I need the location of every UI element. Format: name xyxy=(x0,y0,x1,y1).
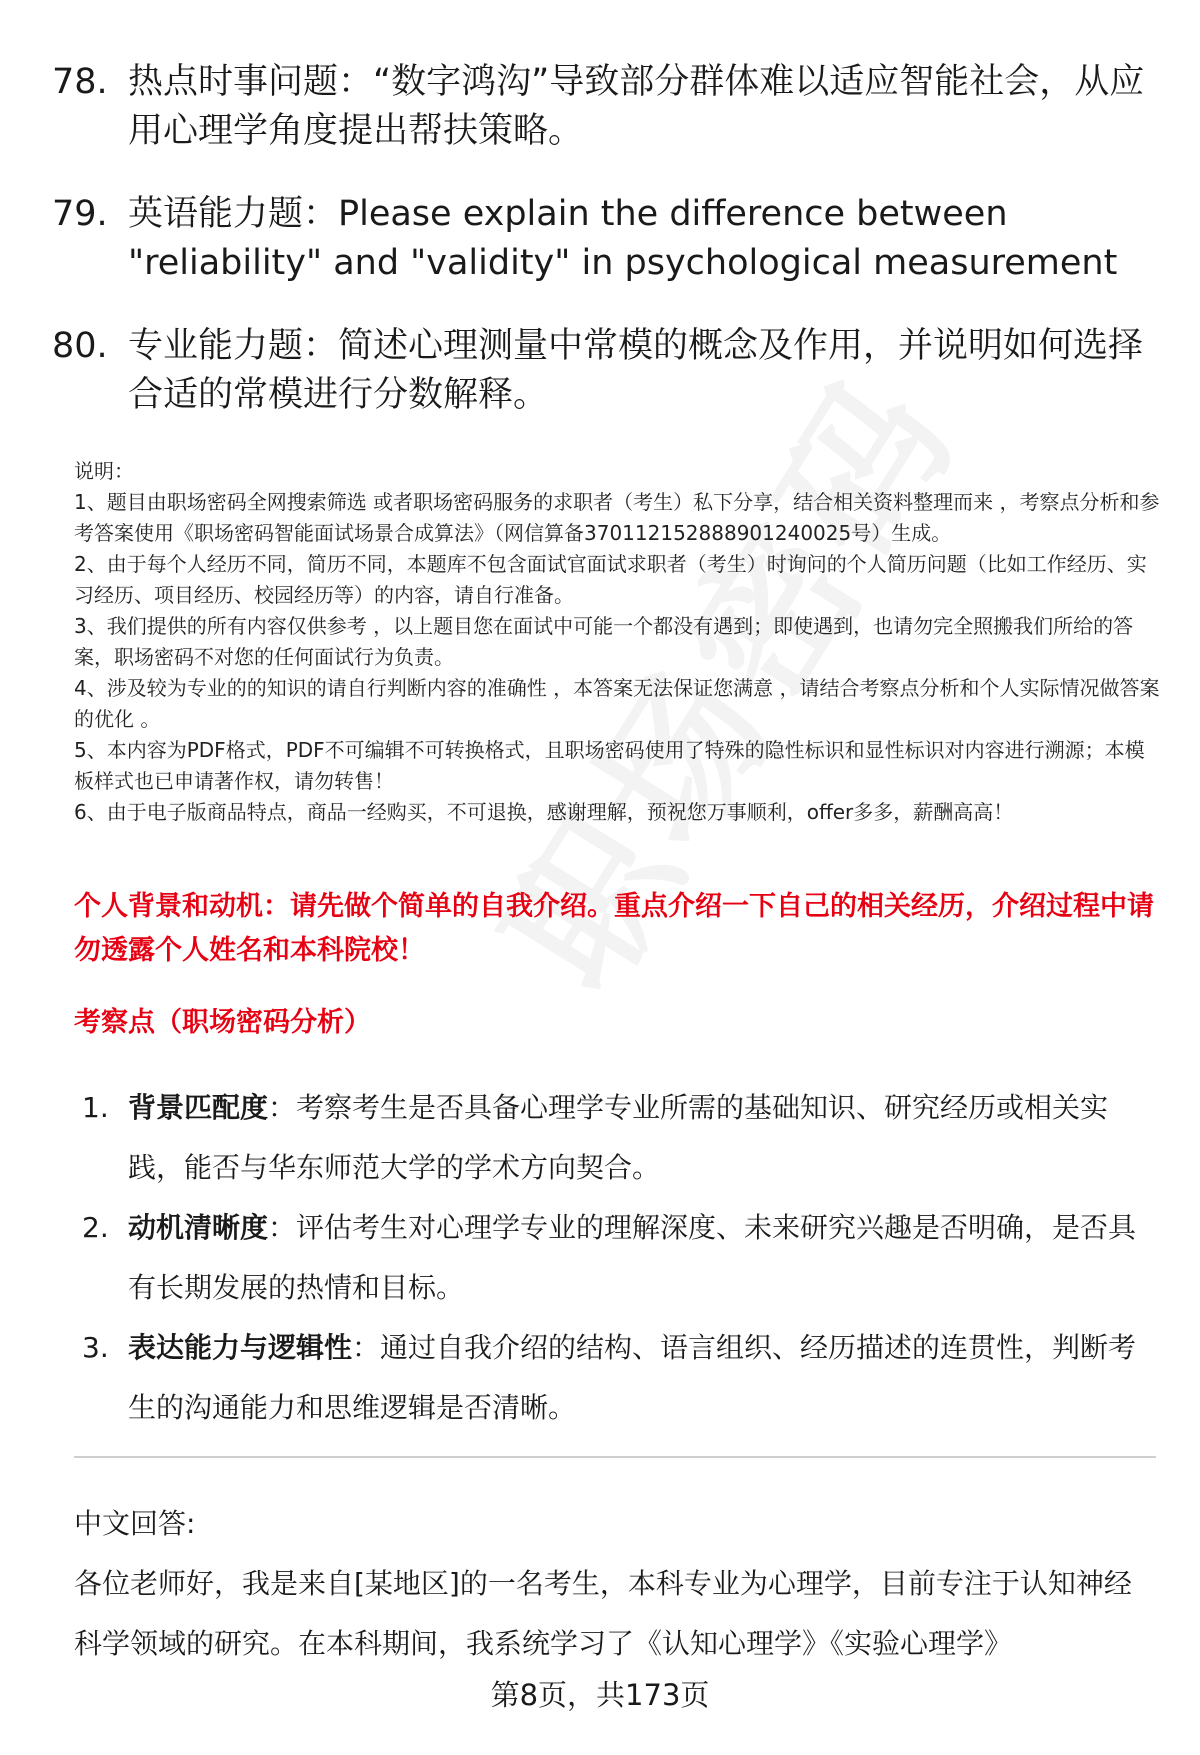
note-item: 5、本内容为PDF格式，PDF不可编辑不可转换格式，且职场密码使用了特殊的隐性标识和显性标识对内容进行溯源；本模板样式也已申请著作权，请勿转售！ xyxy=(74,738,1145,793)
question-list xyxy=(52,58,1152,454)
point-number: 2. xyxy=(82,1211,109,1244)
answer-section xyxy=(74,1494,1156,1674)
notes-title: 说明： xyxy=(74,459,134,483)
analysis-point xyxy=(82,1318,1162,1438)
note-item: 1、题目由职场密码全网搜索筛选 或者职场密码服务的求职者（考生）私下分享，结合相关资料整理而来 ，考察点分析和参考答案使用《职场密码智能面试场景合成算法》（网信算备370112152888901240025号）生成。 xyxy=(74,490,1160,545)
point-text: ：通过自我介绍的结构、语言组织、经历描述的连贯性，判断考生的沟通能力和思维逻辑是否清晰。 xyxy=(128,1331,1137,1424)
answer-title: 中文回答: xyxy=(74,1507,196,1540)
question-text: 热点时事问题：“数字鸿沟”导致部分群体难以适应智能社会，从应用心理学角度提出帮扶策略。 xyxy=(128,62,1145,151)
point-label: 背景匹配度 xyxy=(128,1091,269,1124)
note-item: 4、涉及较为专业的的知识的请自行判断内容的准确性 ，本答案无法保证您满意 ，请结合考察点分析和个人实际情况做答案的优化 。 xyxy=(74,676,1160,731)
note-item: 2、由于每个人经历不同，简历不同，本题库不包含面试官面试求职者（考生）时询问的个人简历问题（比如工作经历、实习经历、项目经历、校园经历等）的内容，请自行准备。 xyxy=(74,552,1147,607)
question-item xyxy=(52,58,1152,156)
question-number: 80. xyxy=(52,326,108,366)
answer-body: 各位老师好，我是来自[某地区]的一名考生，本科专业为心理学，目前专注于认知神经科学领域的研究。在本科期间，我系统学习了《认知心理学》《实验心理学》 xyxy=(74,1567,1132,1660)
page-footer: 第8页，共173页 xyxy=(490,1678,710,1712)
point-number: 3. xyxy=(82,1331,109,1364)
interview-question-heading: 个人背景和动机：请先做个简单的自我介绍。重点介绍一下自己的相关经历，介绍过程中请勿透露个人姓名和本科院校！ xyxy=(74,891,1154,966)
question-text: 英语能力题：Please explain the difference between "reliability" and "validity" in psychological measurement xyxy=(128,194,1118,283)
question-item xyxy=(52,190,1152,288)
question-number: 78. xyxy=(52,62,108,102)
point-number: 1. xyxy=(82,1091,109,1124)
question-item xyxy=(52,322,1152,420)
point-text: ：考察考生是否具备心理学专业所需的基础知识、研究经历或相关实践，能否与华东师范大学的学术方向契合。 xyxy=(128,1091,1109,1184)
question-text: 专业能力题：简述心理测量中常模的概念及作用，并说明如何选择合适的常模进行分数解释。 xyxy=(128,326,1144,415)
analysis-point-list xyxy=(82,1078,1162,1438)
note-item: 3、我们提供的所有内容仅供参考 ，以上题目您在面试中可能一个都没有遇到；即使遇到，也请勿完全照搬我们所给的答案，职场密码不对您的任何面试行为负责。 xyxy=(74,614,1134,669)
point-text: ：评估考生对心理学专业的理解深度、未来研究兴趣是否明确，是否具有长期发展的热情和目标。 xyxy=(128,1211,1137,1304)
point-label: 表达能力与逻辑性 xyxy=(128,1331,353,1364)
analysis-heading: 考察点（职场密码分析） xyxy=(74,1007,371,1038)
section-divider xyxy=(74,1456,1156,1458)
question-number: 79. xyxy=(52,194,108,234)
note-item: 6、由于电子版商品特点，商品一经购买，不可退换，感谢理解，预祝您万事顺利，offer多多，薪酬高高！ xyxy=(74,800,1014,824)
point-label: 动机清晰度 xyxy=(128,1211,269,1244)
notes-section xyxy=(74,456,1164,828)
analysis-point xyxy=(82,1198,1162,1318)
analysis-point xyxy=(82,1078,1162,1198)
